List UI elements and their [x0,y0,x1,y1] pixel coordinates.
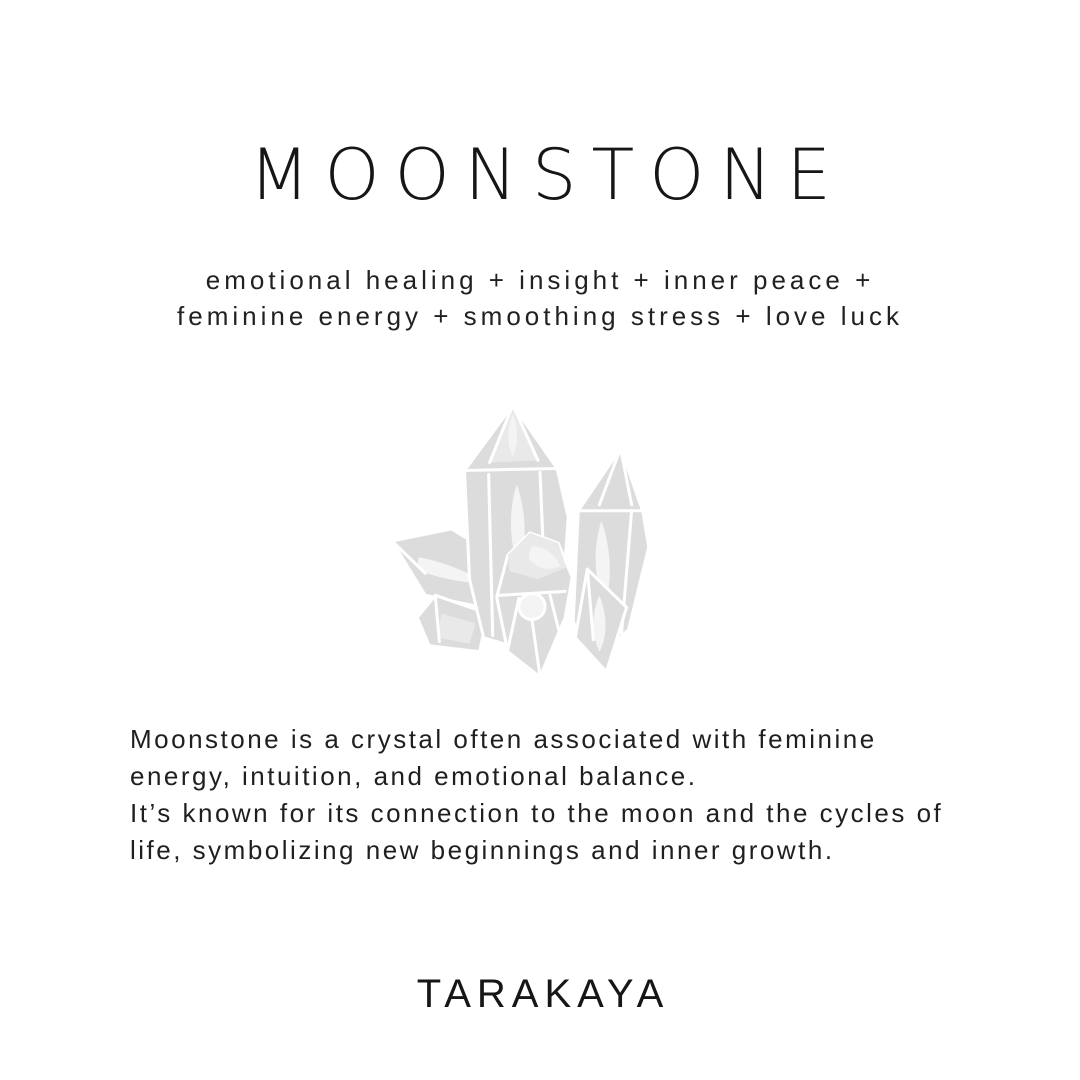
description-line: Moonstone is a crystal often associated with feminine [130,724,877,754]
brand-name: TARAKAYA [416,972,670,1016]
page-title: MOONSTONE [249,134,846,216]
description-line: It’s known for its connection to the moon and the cycles of [130,798,944,828]
subtitle-line: emotional healing + insight + inner peace + [205,265,875,295]
subtitle-line: feminine energy + smoothing stress + love luck [177,301,903,331]
description [130,721,943,869]
crystal-cluster-icon [378,398,702,690]
crystal-front [497,533,573,677]
subtitle [0,262,1080,334]
description-line: energy, intuition, and emotional balance. [130,761,698,791]
description-line: life, symbolizing new beginnings and inner growth. [130,835,835,865]
